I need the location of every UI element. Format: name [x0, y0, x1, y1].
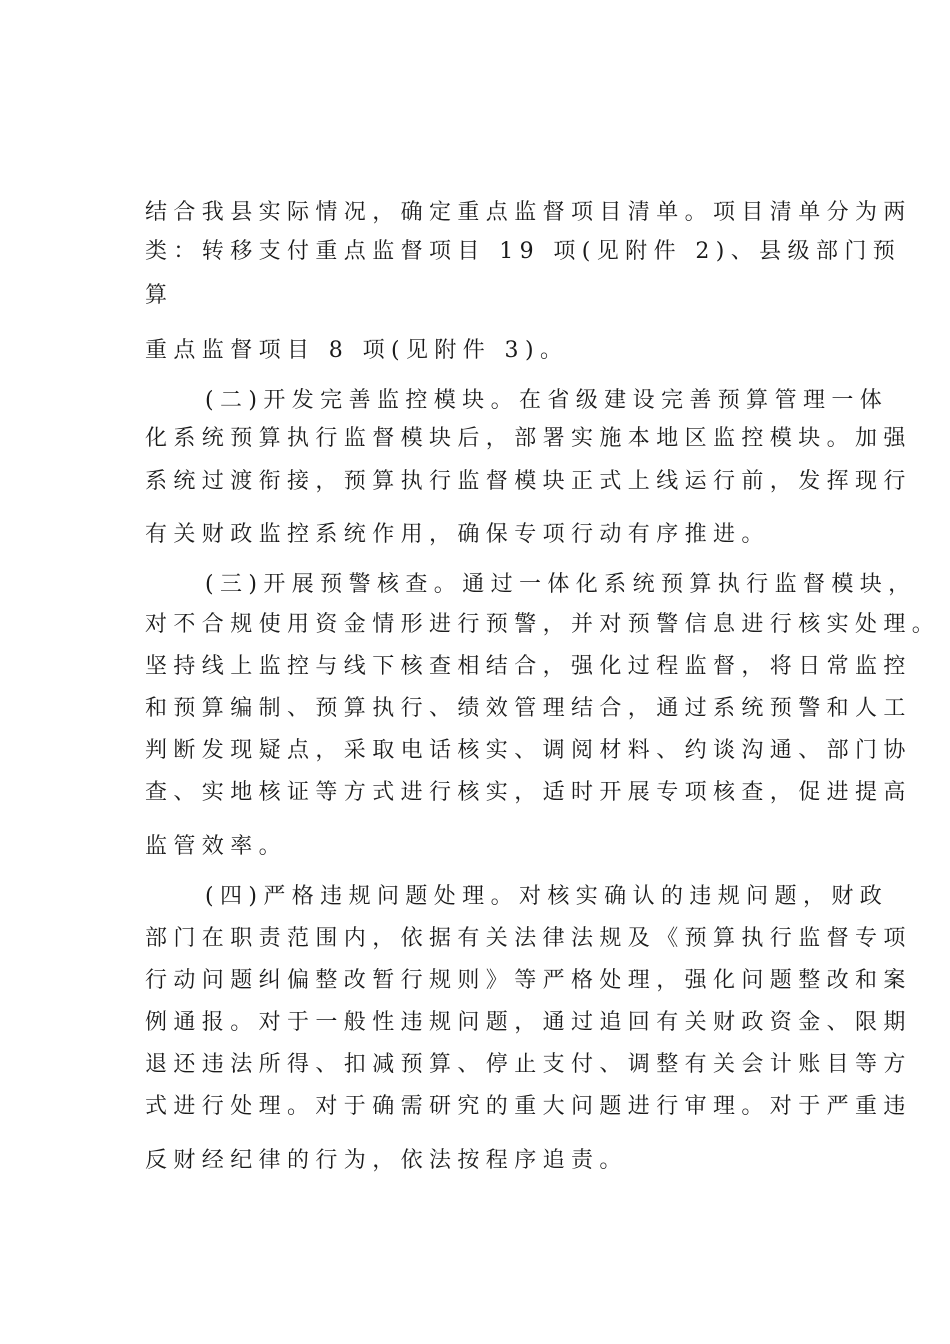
text-line: 坚持线上监控与线下核查相结合，强化过程监督，将日常监控 [145, 654, 912, 679]
text-line: 判断发现疑点，采取电话核实、调阅材料、约谈沟通、部门协 [145, 738, 912, 763]
text-line: 查、实地核证等方式进行核实，适时开展专项核查，促进提高 [145, 780, 912, 805]
text-line: 重点监督项目 8 项(见附件 3)。 [145, 338, 569, 363]
text-line: 算 [145, 283, 174, 308]
paragraph-heading-line: (二)开发完善监控模块。在省级建设完善预算管理一体 [205, 388, 889, 413]
text-line: 式进行处理。对于确需研究的重大问题进行审理。对于严重违 [145, 1094, 912, 1119]
text-line: 反财经纪律的行为，依法按程序追责。 [145, 1148, 628, 1173]
text-line: 类：转移支付重点监督项目 19 项(见附件 2)、县级部门预 [145, 239, 902, 264]
text-line: 有关财政监控系统作用，确保专项行动有序推进。 [145, 522, 770, 547]
text-line: 对不合规使用资金情形进行预警，并对预警信息进行核实处理。 [145, 612, 941, 637]
text-line: 监管效率。 [145, 834, 288, 859]
text-line: 行动问题纠偏整改暂行规则》等严格处理，强化问题整改和案 [145, 968, 912, 993]
text-line: 系统过渡衔接，预算执行监督模块正式上线运行前，发挥现行 [145, 469, 912, 494]
paragraph-heading-line: (四)严格违规问题处理。对核实确认的违规问题，财政 [205, 884, 889, 909]
text-line: 结合我县实际情况，确定重点监督项目清单。项目清单分为两 [145, 200, 912, 225]
text-line: 和预算编制、预算执行、绩效管理结合，通过系统预警和人工 [145, 696, 912, 721]
text-line: 例通报。对于一般性违规问题，通过追回有关财政资金、限期 [145, 1010, 912, 1035]
text-line: 化系统预算执行监督模块后，部署实施本地区监控模块。加强 [145, 426, 912, 451]
text-line: 退还违法所得、扣减预算、停止支付、调整有关会计账目等方 [145, 1052, 912, 1077]
paragraph-heading-line: (三)开展预警核查。通过一体化系统预算执行监督模块， [205, 572, 917, 597]
text-line: 部门在职责范围内，依据有关法律法规及《预算执行监督专项 [145, 926, 912, 951]
